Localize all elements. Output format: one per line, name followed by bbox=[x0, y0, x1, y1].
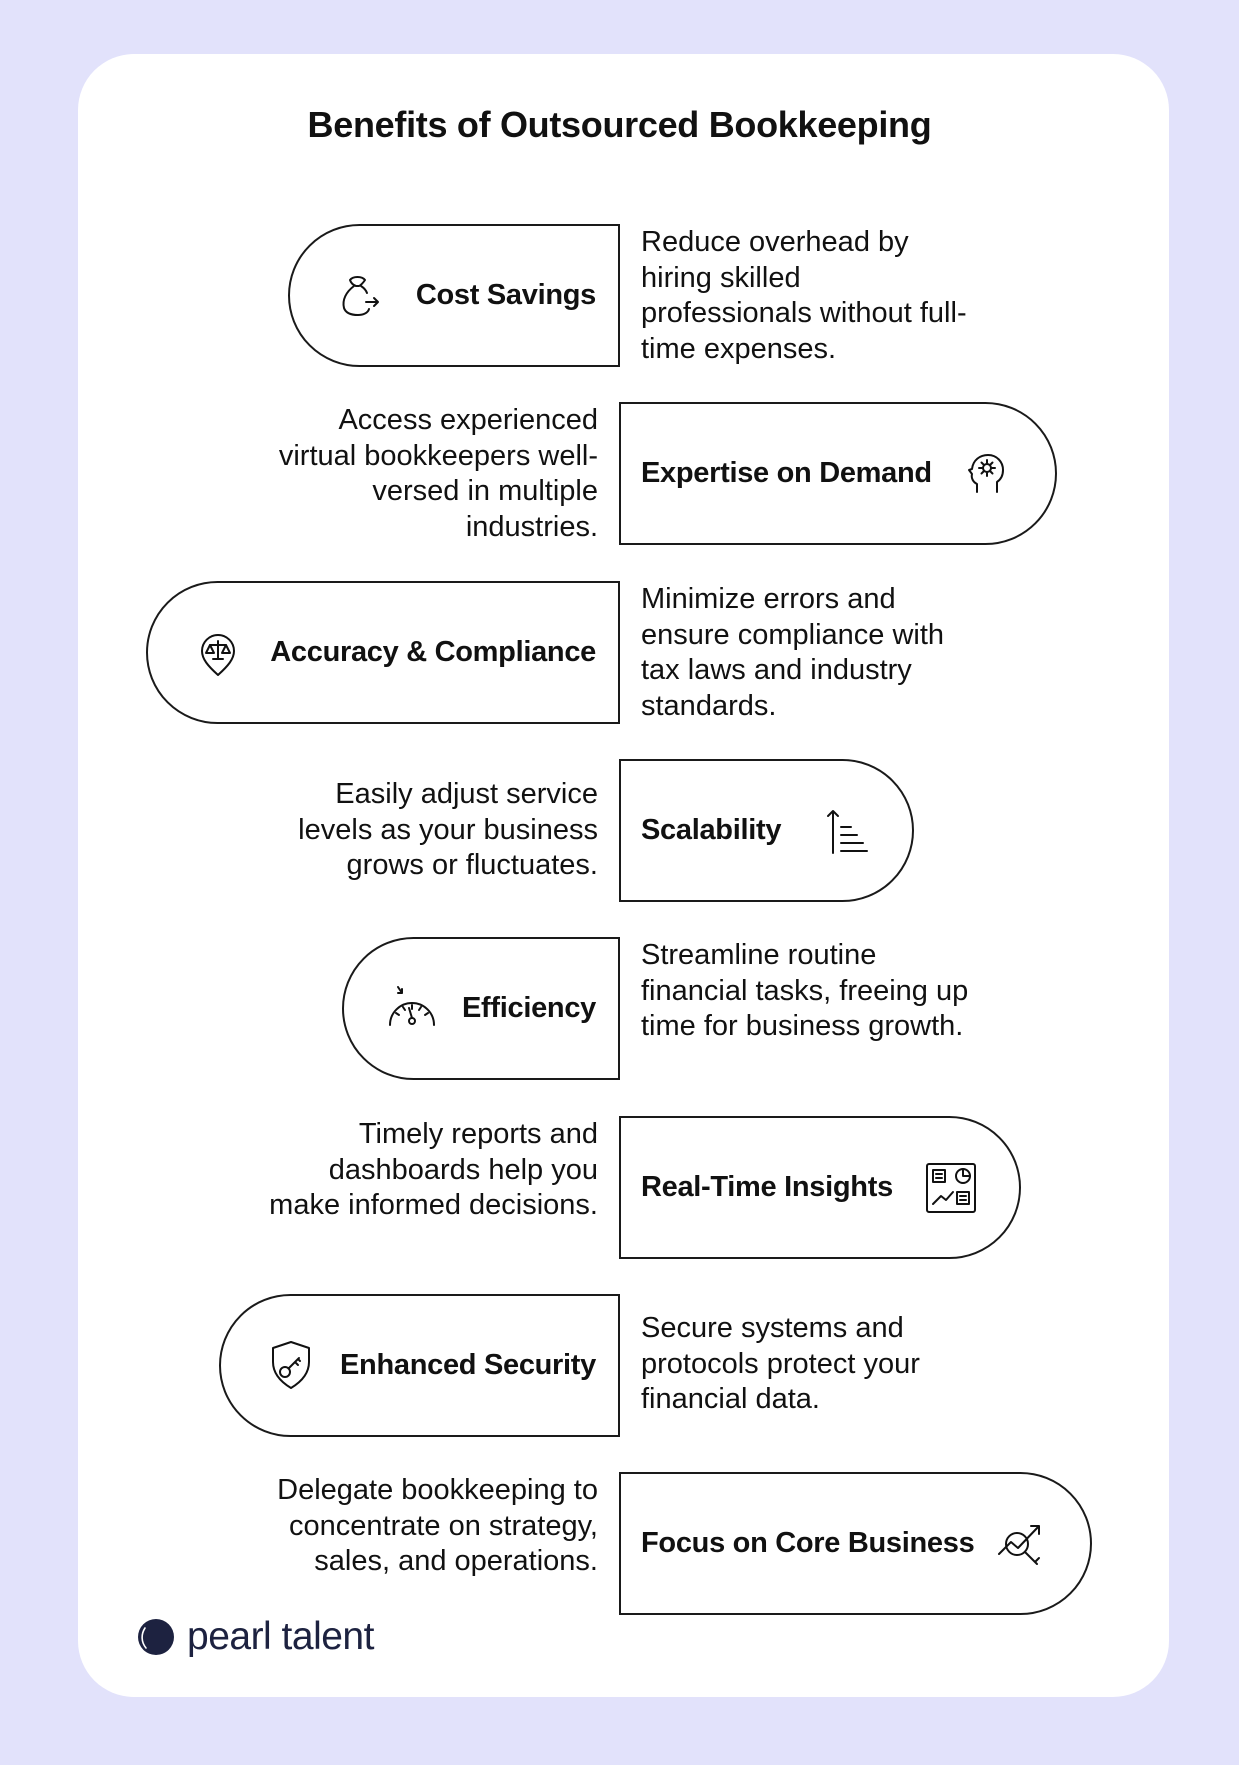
benefit-pill-real-time-insights bbox=[619, 1116, 1021, 1259]
benefit-description: Delegate bookkeeping to concentrate on strategy, sales, and operations. bbox=[277, 1474, 598, 1577]
benefit-description: Streamline routine financial tasks, freeing up time for business growth. bbox=[641, 939, 969, 1042]
benefit-description: Reduce overhead by hiring skilled professionals without full-time expenses. bbox=[641, 226, 967, 365]
brand-logo bbox=[137, 1617, 374, 1657]
benefit-label: Expertise on Demand bbox=[641, 457, 932, 489]
benefit-pill-efficiency bbox=[342, 937, 620, 1080]
benefit-description: Easily adjust service levels as your business grows or fluctuates. bbox=[298, 778, 598, 881]
page-title: Benefits of Outsourced Bookkeeping bbox=[307, 104, 932, 145]
shield-key-icon bbox=[261, 1336, 321, 1396]
head-gear-icon bbox=[955, 444, 1015, 504]
benefit-pill-accuracy-compliance bbox=[146, 581, 620, 724]
benefit-description: Access experienced virtual bookkeepers well-versed in multiple industries. bbox=[278, 404, 598, 543]
benefit-pill-enhanced-security bbox=[219, 1294, 620, 1437]
scale-up-icon bbox=[815, 801, 875, 861]
benefit-pill-expertise-on-demand bbox=[619, 402, 1057, 545]
benefit-label: Efficiency bbox=[462, 992, 596, 1024]
benefit-description: Secure systems and protocols protect your financial data. bbox=[641, 1312, 920, 1415]
benefit-label: Scalability bbox=[641, 814, 782, 846]
benefit-label: Accuracy & Compliance bbox=[270, 636, 596, 668]
scales-icon bbox=[188, 623, 248, 683]
benefit-label: Enhanced Security bbox=[340, 1349, 596, 1381]
benefit-pill-scalability bbox=[619, 759, 914, 902]
speedometer-icon bbox=[382, 979, 442, 1039]
benefit-pill-cost-savings bbox=[288, 224, 620, 367]
pearl-logo-icon bbox=[137, 1618, 175, 1656]
benefit-label: Real-Time Insights bbox=[641, 1171, 893, 1203]
benefit-label: Cost Savings bbox=[415, 279, 596, 311]
money-bag-icon bbox=[328, 266, 388, 326]
dashboard-icon bbox=[921, 1158, 981, 1218]
brand-name: pearl talent bbox=[187, 1615, 374, 1658]
benefit-label: Focus on Core Business bbox=[641, 1527, 975, 1559]
benefit-description: Minimize errors and ensure compliance with tax laws and industry standards. bbox=[641, 583, 945, 722]
search-growth-icon bbox=[991, 1514, 1051, 1574]
benefit-description: Timely reports and dashboards help you make informed decisions. bbox=[269, 1118, 598, 1221]
benefit-pill-focus-on-core-business bbox=[619, 1472, 1092, 1615]
